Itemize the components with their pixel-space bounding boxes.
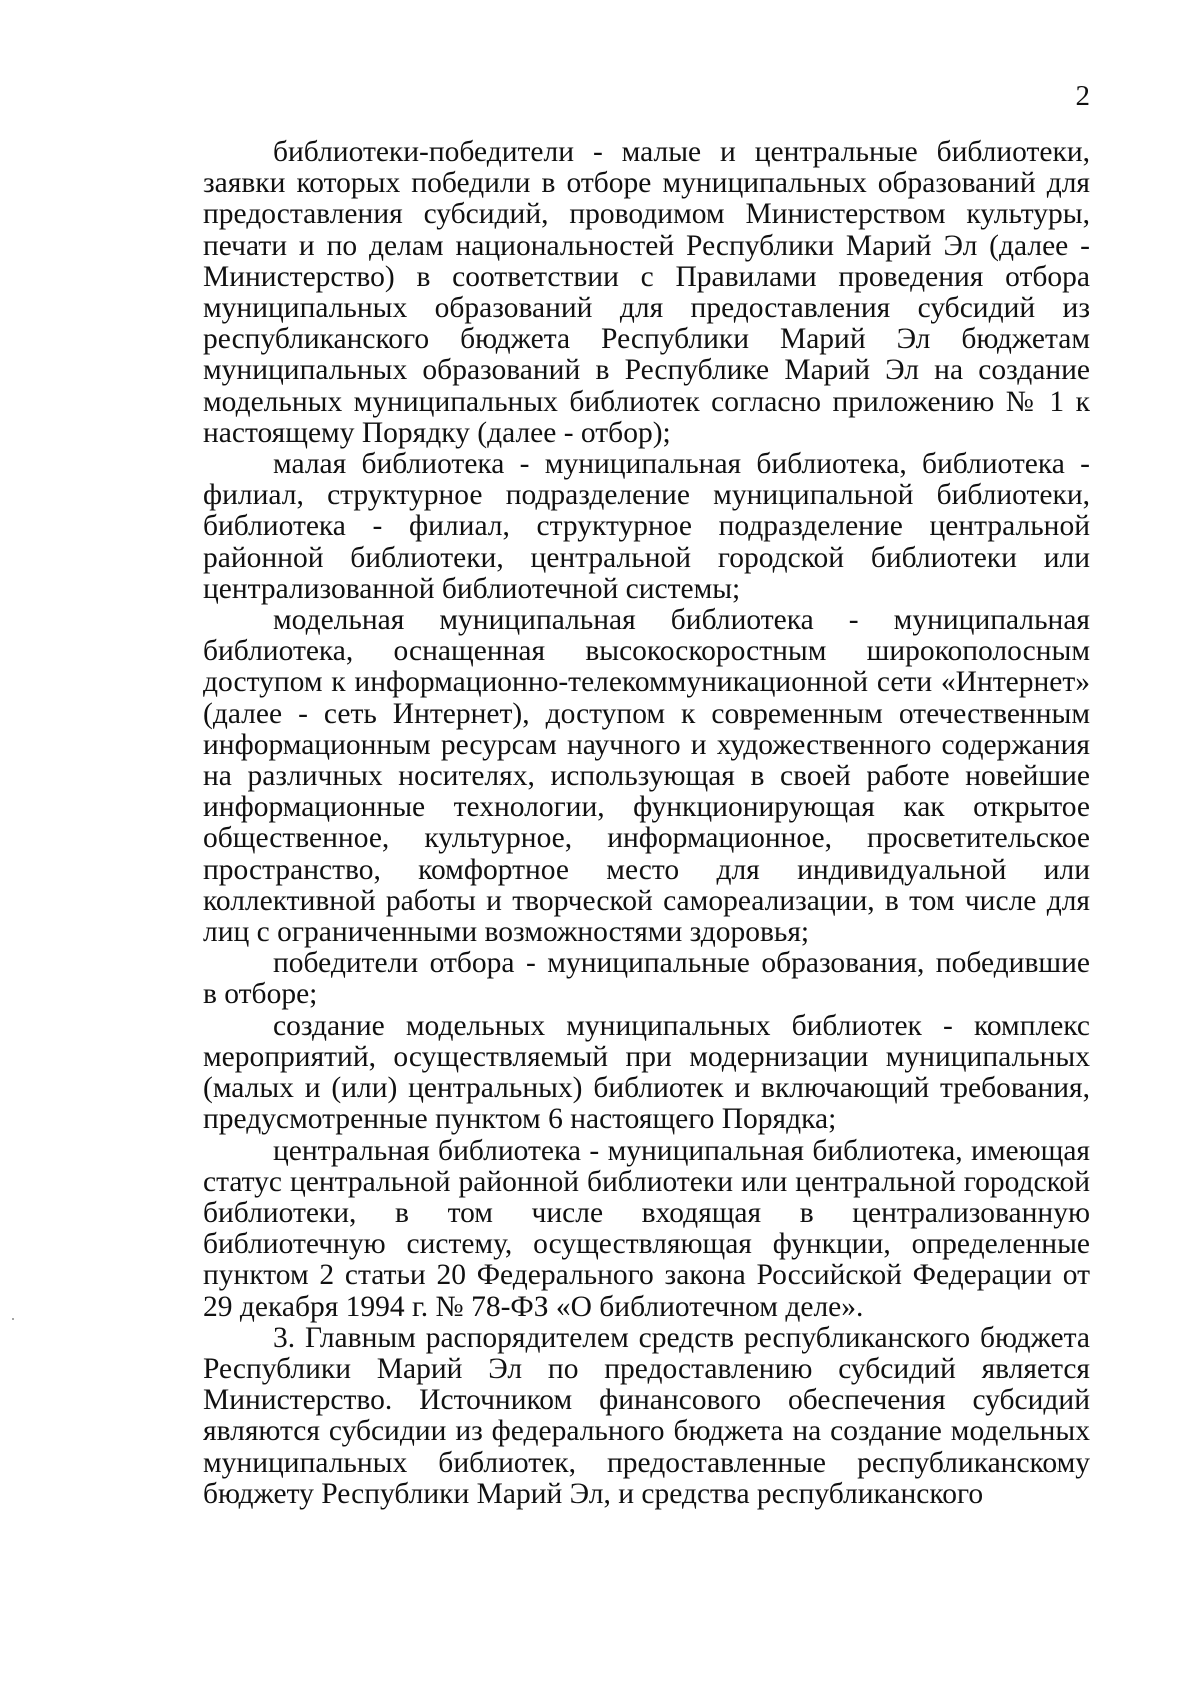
definition-model-library: модельная муниципальная библиотека - муниципальная библиотека, оснащенная высокоскоростным широкополосным доступом к информационно-телекоммуникационной сети «Интернет» (далее - сеть Интернет), доступом к современным отечественным информационным ресурсам научного и художественного содержания на различных носителях, использующая в своей работе новейшие информационные технологии, функционирующая как открытое общественное, культурное, информационное, просветительское пространство, комфортное место для индивидуальной или коллективной работы и творческой самореализации, в том числе для лиц с ограниченными возможностями здоровья; [203,604,1090,949]
definition-creation-model-libraries: создание модельных муниципальных библиотек - комплекс мероприятий, осуществляемый при модернизации муниципальных (малых и (или) центральных) библиотек и включающий требования, предусмотренные пунктом 6 настоящего Порядка; [203,1009,1090,1136]
scan-speck [12,1318,14,1320]
definition-winner-libraries: библиотеки-победители - малые и центральные библиотеки, заявки которых победили в отборе муниципальных образований для предоставления субсидий, проводимом Министерством культуры, печати и по делам национальностей Республики Марий Эл (далее - Министерство) в соответствии с Правилами проведения отбора муниципальных образований для предоставления субсидий из республиканского бюджета Республики Марий Эл бюджетам муниципальных образований в Республике Марий Эл на создание модельных муниципальных библиотек согласно приложению № 1 к настоящему Порядку (далее - отбор); [203,136,1090,449]
definition-central-library: центральная библиотека - муниципальная библиотека, имеющая статус центральной районной библиотеки или центральной городской библиотеки, в том числе входящая в централизованную библиотечную систему, осуществляющая функции, определенные пунктом 2 статьи 20 Федерального закона Российской Федерации от 29 декабря 1994 г. № 78-ФЗ «О библиотечном деле». [203,1134,1090,1323]
definition-small-library: малая библиотека - муниципальная библиотека, библиотека - филиал, структурное подразделение муниципальной библиотеки, библиотека - филиал, структурное подразделение центральной районной библиотеки, центральной городской библиотеки или централизованной библиотечной системы; [203,448,1090,605]
page-number: 2 [1075,80,1090,112]
definition-selection-winners: победители отбора - муниципальные образования, победившие в отборе; [203,947,1090,1011]
document-body [203,137,1090,1510]
clause-3: 3. Главным распорядителем средств республиканского бюджета Республики Марий Эл по предоставлению субсидий является Министерство. Источником финансового обеспечения субсидий являются субсидии из федерального бюджета на создание модельных муниципальных библиотек, предоставленные республиканскому бюджету Республики Марий Эл, и средства республиканского [203,1321,1090,1510]
